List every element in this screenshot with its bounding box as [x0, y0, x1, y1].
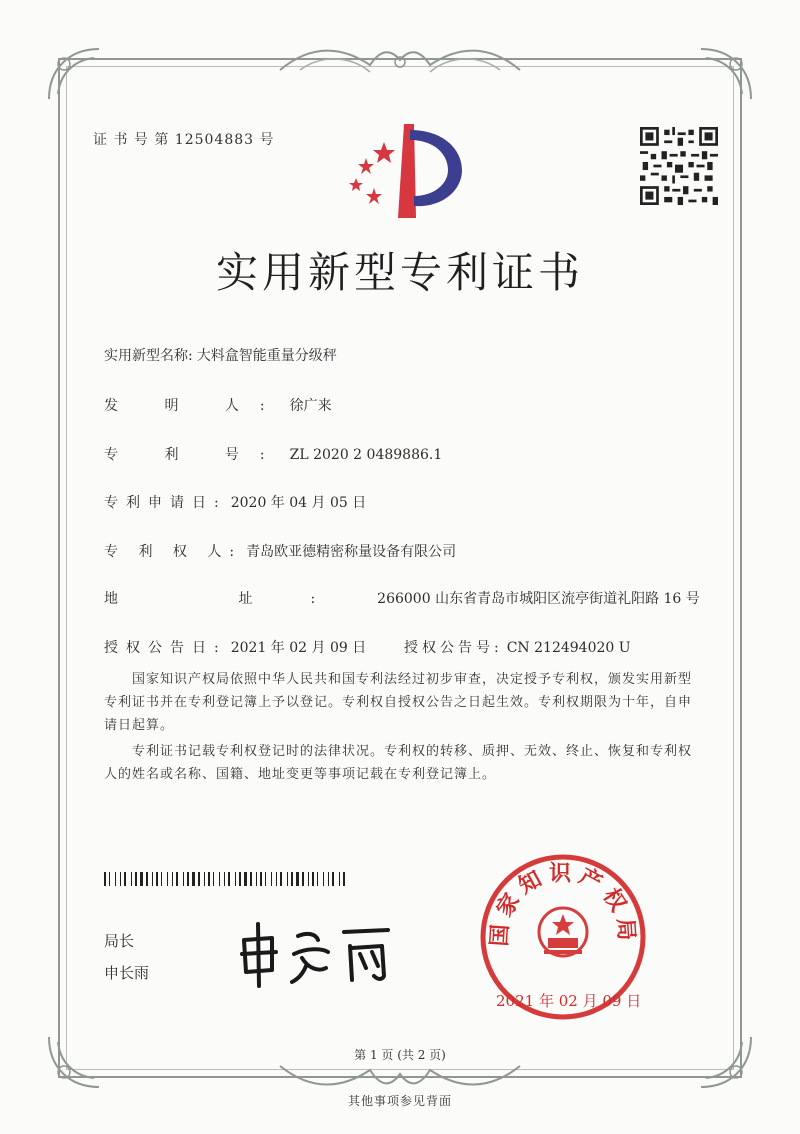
field-filing-date: [104, 492, 366, 512]
field-value: 2020 年 04 月 05 日: [230, 495, 367, 511]
field-value: 青岛欧亚德精密称量设备有限公司: [246, 544, 457, 560]
field-label: 专 利 权 人:: [104, 544, 243, 560]
field-utility-model-name: [104, 345, 337, 365]
field-address: [104, 588, 700, 608]
director-title: 局长: [104, 932, 135, 950]
footer-note: 其他事项参见背面: [347, 1094, 452, 1108]
top-ornament: [270, 40, 530, 80]
field-patentee: [104, 541, 456, 561]
field-label: 专 利 号:: [104, 447, 286, 463]
field-patent-number: [104, 444, 442, 464]
corner-ornament-top-left: [44, 44, 104, 104]
seal-date: 2021 年 02 月 09 日: [496, 992, 642, 1010]
bottom-ornament: [270, 1058, 530, 1094]
barcode-icon: [104, 872, 348, 886]
field-value: 2021 年 02 月 09 日: [230, 640, 367, 656]
cnipa-logo-icon: [344, 122, 468, 222]
corner-ornament-top-right: [696, 44, 756, 104]
field-grant-announcement-number: [404, 637, 631, 657]
handwritten-signature: [232, 918, 402, 990]
field-value: CN 212494020 U: [506, 640, 631, 656]
field-label: 实用新型名称:: [104, 348, 193, 364]
field-label: 专利申请日:: [104, 495, 227, 511]
field-grant-announcement-date: [104, 637, 366, 657]
director-name: 申长雨: [104, 964, 150, 982]
field-label: 发 明 人:: [104, 398, 286, 414]
field-inventor: [104, 395, 332, 415]
field-value: 266000 山东省青岛市城阳区流亭街道礼阳路 16 号: [377, 591, 700, 607]
field-value: ZL 2020 2 0489886.1: [289, 447, 443, 463]
qr-code-icon: [640, 127, 718, 205]
body-paragraph-1: 国家知识产权局依照中华人民共和国专利法经过初步审查，决定授予专利权，颁发实用新型专利证书并在专利登记簿上予以登记。专利权自授权公告之日起生效。专利权期限为十年，自申请日起算。: [104, 672, 693, 733]
field-label: 授权公告日:: [104, 640, 227, 656]
field-value: 大料盒智能重量分级秤: [196, 348, 337, 364]
page-number: 第 1 页 (共 2 页): [354, 1048, 446, 1062]
field-value: 徐广来: [289, 398, 332, 414]
field-label: 地 址:: [104, 591, 374, 607]
body-paragraph-2: 专利证书记载专利权登记时的法律状况。专利权的转移、质押、无效、终止、恢复和专利权人的姓名或名称、国籍、地址变更等事项记载在专利登记簿上。: [104, 744, 693, 782]
seal-text: 国家知识产权局: [487, 861, 639, 948]
field-label: 授权公告号:: [404, 640, 503, 656]
certificate-number: 证 书 号 第 12504883 号: [93, 132, 275, 148]
certificate-title: 实用新型专利证书: [215, 248, 584, 297]
